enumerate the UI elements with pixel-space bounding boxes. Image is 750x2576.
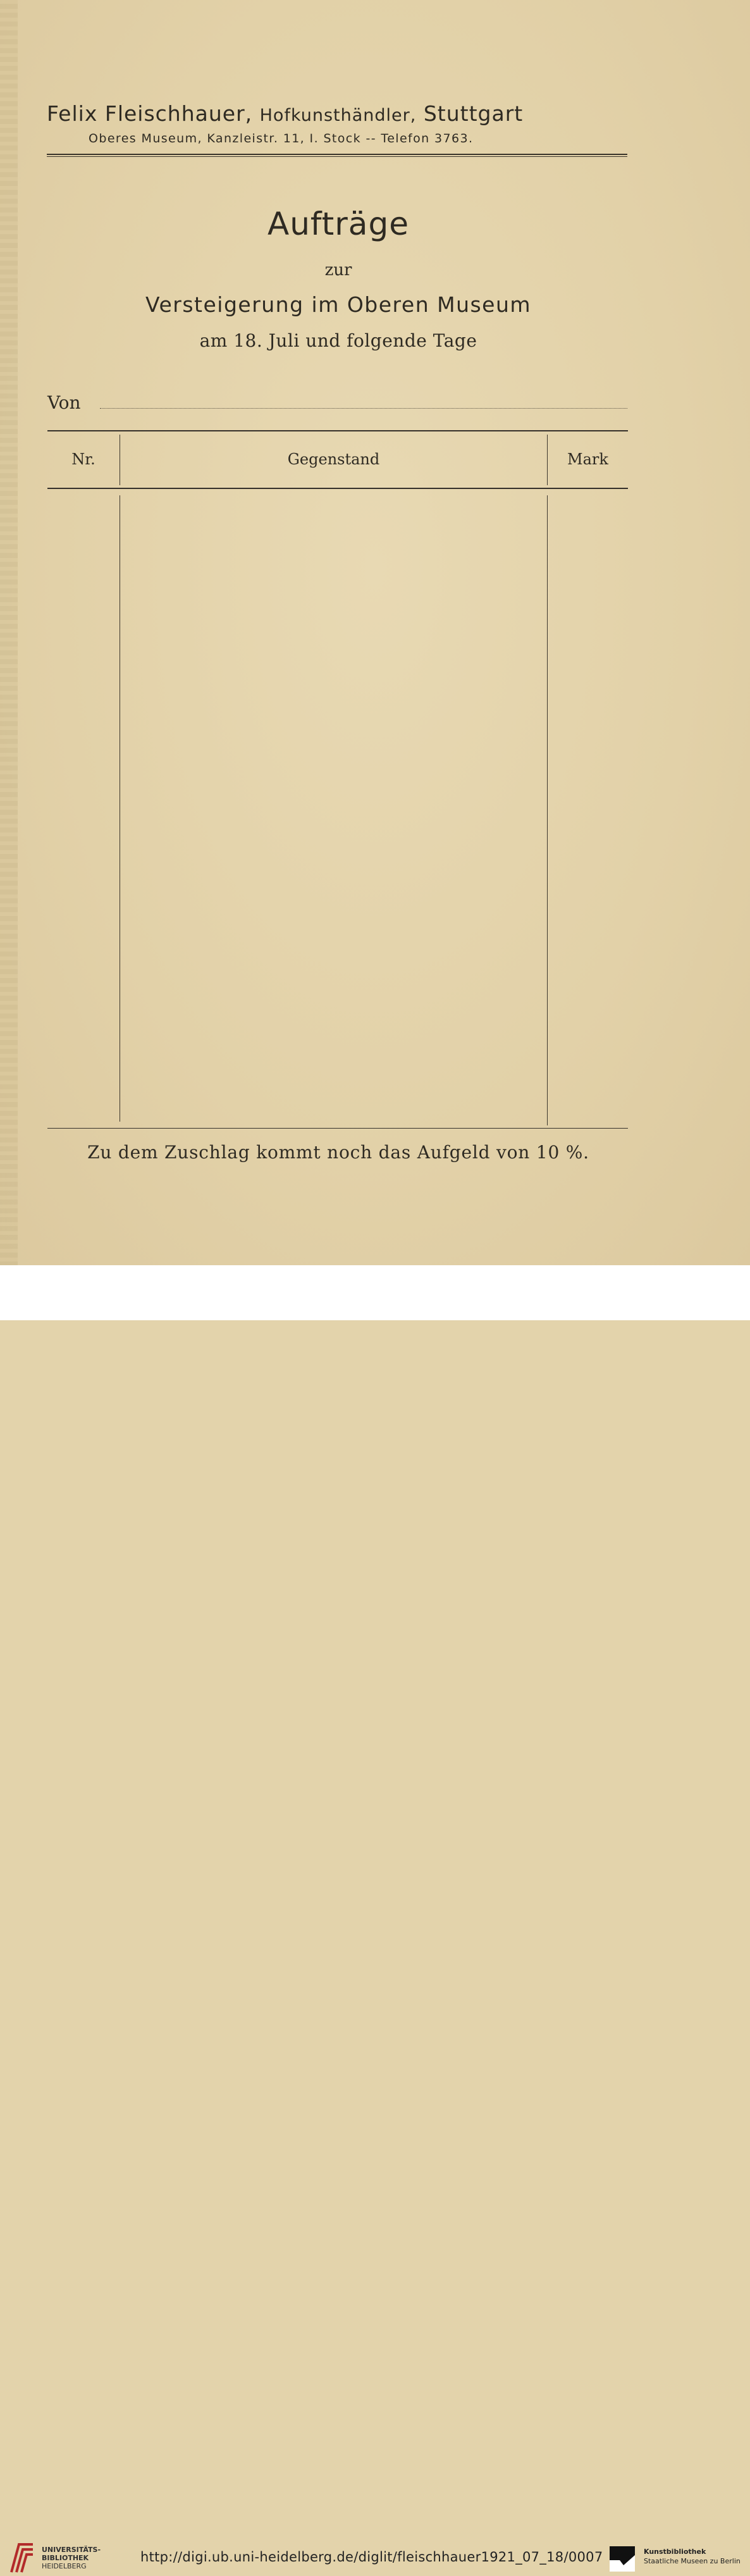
table-header-rule (47, 488, 628, 489)
form-connector: zur (324, 261, 352, 280)
kb-line2: Staatliche Museen zu Berlin (644, 2557, 741, 2565)
firm-city: Stuttgart (423, 101, 524, 126)
column-divider-mark-body (547, 495, 548, 1125)
column-header-mark: Mark (567, 450, 608, 468)
ub-line1: UNIVERSITÄTS- (42, 2546, 101, 2554)
kunstbibliothek-logo-icon (610, 2546, 635, 2572)
university-library-name (42, 2546, 101, 2570)
perforated-edge (0, 0, 18, 1265)
form-date-line: am 18. Juli und folgende Tage (199, 330, 477, 351)
table-body-mark[interactable] (549, 497, 627, 1123)
footer-note: Zu dem Zuschlag kommt noch das Aufgeld von 10 %. (87, 1142, 589, 1163)
column-header-gegenstand: Gegenstand (287, 450, 380, 468)
table-top-rule (47, 430, 628, 431)
table-body-nr[interactable] (47, 497, 118, 1123)
permalink-url[interactable]: http://digi.ub.uni-heidelberg.de/diglit/fleischhauer1921_07_18/0007 (140, 2549, 603, 2565)
form-title: Aufträge (267, 206, 409, 242)
kb-line1: Kunstbibliothek (644, 2548, 706, 2556)
firm-name: Felix Fleischhauer, (47, 101, 253, 126)
letterhead-rule (47, 154, 627, 157)
ub-line2: BIBLIOTHEK (42, 2554, 89, 2562)
von-entry-line[interactable] (100, 408, 627, 409)
viewer-footer-bar (0, 1265, 750, 2570)
letterhead-firm (47, 101, 629, 126)
ub-line3: HEIDELBERG (42, 2562, 87, 2570)
column-header-nr: Nr. (71, 450, 95, 468)
letterhead-address: Oberes Museum, Kanzleistr. 11, I. Stock -- Telefon 3763. (89, 132, 474, 146)
table-body-gegenstand[interactable] (121, 497, 545, 1123)
kunstbibliothek-name (644, 2547, 741, 2566)
university-library-logo-icon (8, 2539, 37, 2576)
document-page (0, 0, 750, 1265)
firm-title: Hofkunsthändler, (259, 106, 417, 125)
table-bottom-rule (47, 1128, 628, 1129)
form-subtitle: Versteigerung im Oberen Museum (145, 292, 532, 317)
von-label: Von (47, 392, 81, 413)
